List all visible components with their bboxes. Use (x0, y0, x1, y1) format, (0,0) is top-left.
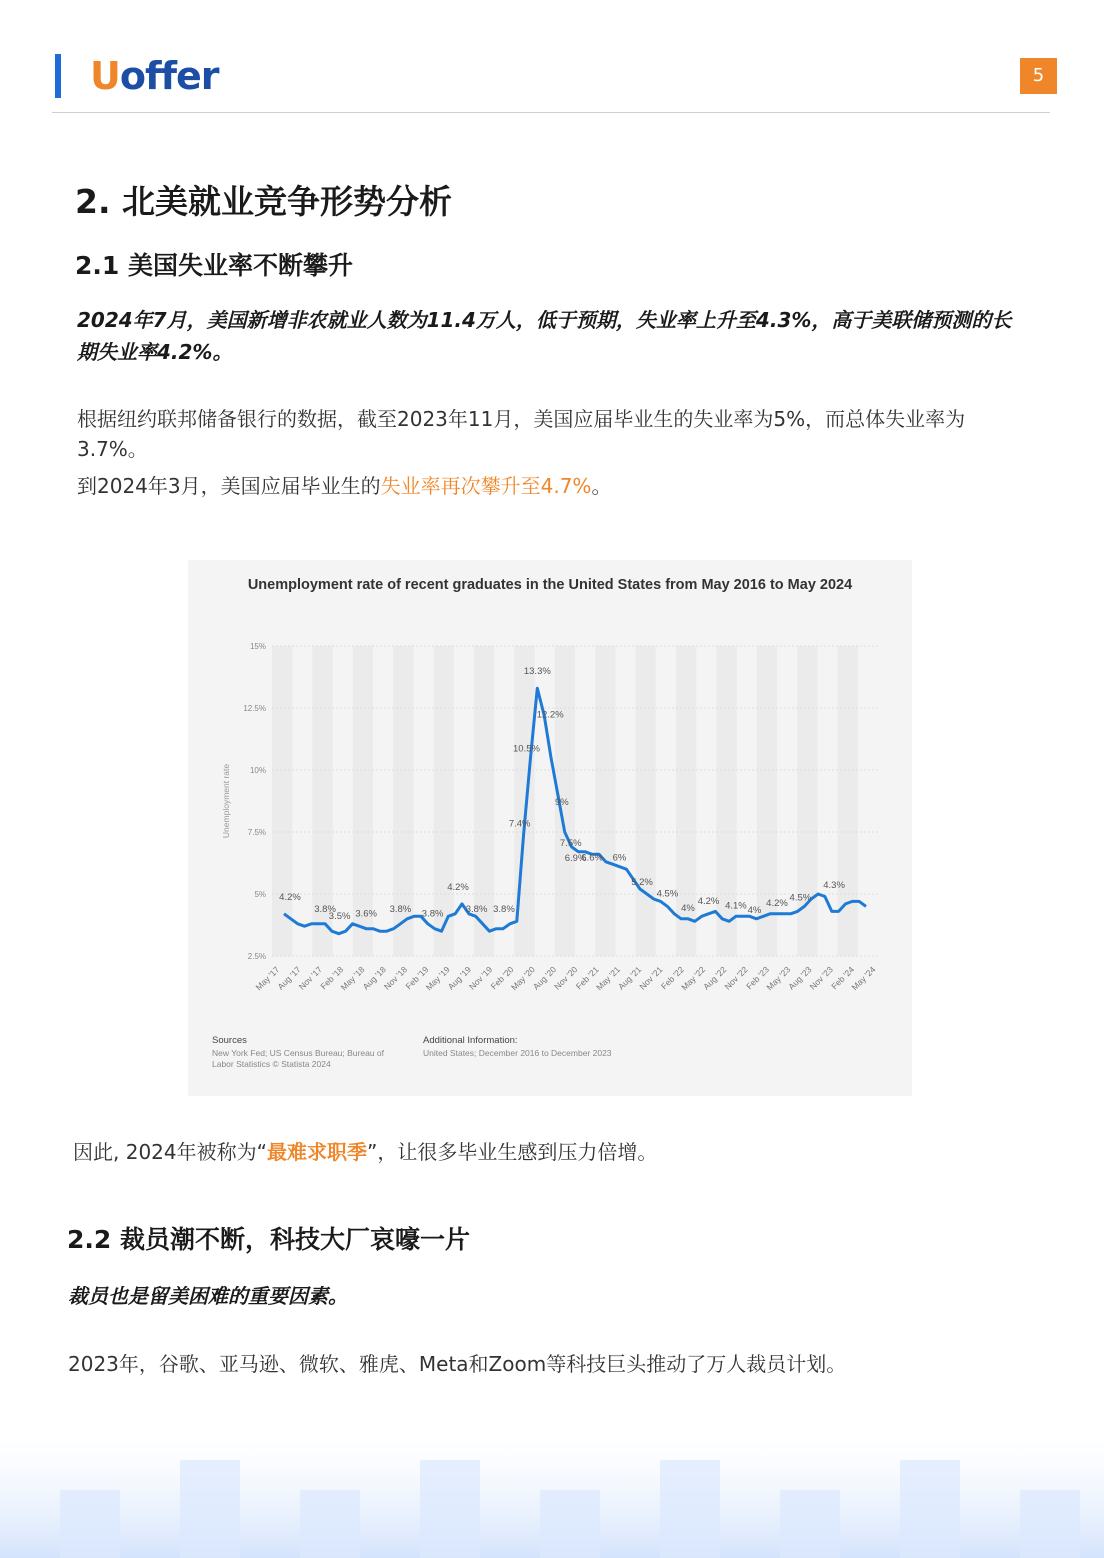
x-tick-label: Aug '21 (615, 964, 644, 992)
paragraph-hardest-season: 因此, 2024年被称为“最难求职季”，让很多毕业生感到压力倍增。 (73, 1140, 658, 1164)
grid-stripe (595, 646, 615, 956)
y-tick-label: 10% (249, 766, 266, 775)
lead-layoffs: 裁员也是留美困难的重要因素。 (68, 1284, 348, 1308)
x-tick-label: Feb '24 (829, 964, 857, 992)
data-label: 3.8% (314, 903, 336, 915)
page-number-badge: 5 (1020, 58, 1057, 94)
logo-accent-bar (55, 54, 61, 98)
unemployment-chart (188, 560, 912, 1096)
footer-decoration (0, 1420, 1104, 1558)
x-tick-label: Feb '20 (488, 964, 516, 992)
sources-label: Sources (212, 1035, 247, 1046)
highlight-rate: 失业率再次攀升至4.7% (380, 474, 592, 498)
x-tick-label: Feb '21 (573, 964, 601, 992)
x-tick-label: May '24 (849, 964, 878, 993)
data-label: 4.2% (279, 891, 301, 903)
lead-paragraph: 2024年7月，美国新增非农就业人数为11.4万人，低于预期，失业率上升至4.3%，高于美联储预测的长期失业率4.2%。 (77, 308, 1012, 364)
y-tick-label: 2.5% (247, 952, 266, 961)
x-tick-label: Feb '22 (658, 964, 686, 992)
x-tick-label: Aug '22 (701, 964, 729, 992)
data-label: 12.2% (536, 709, 564, 721)
x-tick-label: May '22 (679, 964, 708, 993)
highlight-hardest-season: 最难求职季 (266, 1140, 367, 1164)
data-label: 3.8% (389, 903, 412, 915)
data-label: 5.2% (631, 877, 653, 889)
x-tick-label: Aug '17 (275, 964, 303, 992)
data-label: 3.8% (465, 903, 488, 915)
uoffer-logo: Uoffer (90, 54, 219, 98)
y-tick-label: 12.5% (243, 704, 266, 713)
data-label: 3.5% (328, 911, 351, 923)
paragraph-march-2024: 到2024年3月，美国应届毕业生的失业率再次攀升至4.7%。 (77, 474, 612, 498)
data-label: 6.9% (564, 852, 587, 864)
data-label: 6.6% (581, 852, 603, 864)
data-label: 4.5% (656, 888, 679, 900)
data-label: 6% (612, 852, 627, 864)
x-tick-label: Aug '20 (530, 964, 559, 992)
subsection-heading-2-2: 2.2 裁员潮不断，科技大厂哀嚎一片 (67, 1225, 470, 1254)
data-label: 3.6% (355, 908, 377, 920)
x-tick-label: Feb '19 (403, 964, 431, 992)
additional-info-label: Additional Information: (423, 1035, 518, 1046)
data-label: 4.2% (697, 895, 720, 907)
data-label: 4.2% (766, 897, 788, 909)
x-tick-label: Nov '22 (722, 964, 750, 992)
chart-canvas (188, 560, 912, 1096)
x-tick-label: Nov '20 (552, 964, 580, 992)
x-tick-label: Nov '21 (637, 964, 665, 992)
header-divider (52, 112, 1050, 113)
x-tick-label: Nov '23 (807, 964, 835, 992)
data-label: 13.3% (523, 666, 551, 678)
x-tick-label: May '18 (338, 964, 367, 993)
data-label: 4.1% (725, 900, 747, 912)
x-tick-label: May '19 (423, 964, 452, 993)
data-label: 4.2% (447, 881, 469, 893)
x-tick-label: May '20 (508, 964, 537, 993)
sources-text: New York Fed; US Census Bureau; Bureau of Labor Statistics © Statista 2024 (212, 1048, 384, 1069)
y-axis-label: Unemployment rate (221, 763, 231, 839)
x-tick-label: Aug '18 (360, 964, 388, 992)
x-tick-label: Nov '18 (381, 964, 410, 992)
grid-stripe (636, 646, 656, 956)
x-tick-label: Aug '19 (445, 964, 473, 992)
x-tick-label: May '21 (594, 964, 622, 993)
section-heading: 2. 北美就业竞争形势分析 (75, 182, 452, 221)
data-label: 3.8% (493, 903, 515, 915)
x-tick-label: Feb '23 (744, 964, 771, 992)
data-label: 4.3% (823, 880, 845, 891)
grid-stripe (272, 646, 292, 956)
paragraph-layoffs: 2023年，谷歌、亚马逊、微软、雅虎、Meta和Zoom等科技巨头推动了万人裁员计划。 (68, 1352, 847, 1376)
x-tick-label: Nov '17 (296, 964, 324, 992)
paragraph-graduate-rate: 根据纽约联邦储备银行的数据，截至2023年11月，美国应届毕业生的失业率为5%，而总体失业率为3.7%。 (77, 407, 966, 461)
data-label: 3.8% (421, 908, 444, 920)
data-label: 4.5% (789, 892, 812, 904)
additional-info-text: United States; December 2016 to December 2023 (423, 1048, 612, 1058)
data-label: 7.5% (559, 838, 582, 849)
x-tick-label: Aug '23 (786, 964, 814, 992)
y-tick-label: 5% (254, 890, 266, 899)
y-tick-label: 7.5% (247, 828, 266, 837)
data-label: 4% (747, 904, 762, 916)
chart-title: Unemployment rate of recent graduates in the United States from May 2016 to May 2024 (247, 577, 853, 593)
x-tick-label: Feb '18 (318, 964, 346, 992)
x-tick-label: Nov '19 (467, 964, 495, 992)
x-tick-label: May '23 (764, 964, 793, 993)
subsection-heading-2-1: 2.1 美国失业率不断攀升 (75, 251, 353, 280)
x-tick-label: May '17 (253, 964, 282, 993)
data-label: 7.4% (508, 818, 531, 830)
data-label: 4% (681, 902, 695, 914)
data-label: 9% (555, 796, 569, 808)
y-tick-label: 15% (249, 642, 266, 651)
data-label: 10.5% (513, 743, 540, 755)
